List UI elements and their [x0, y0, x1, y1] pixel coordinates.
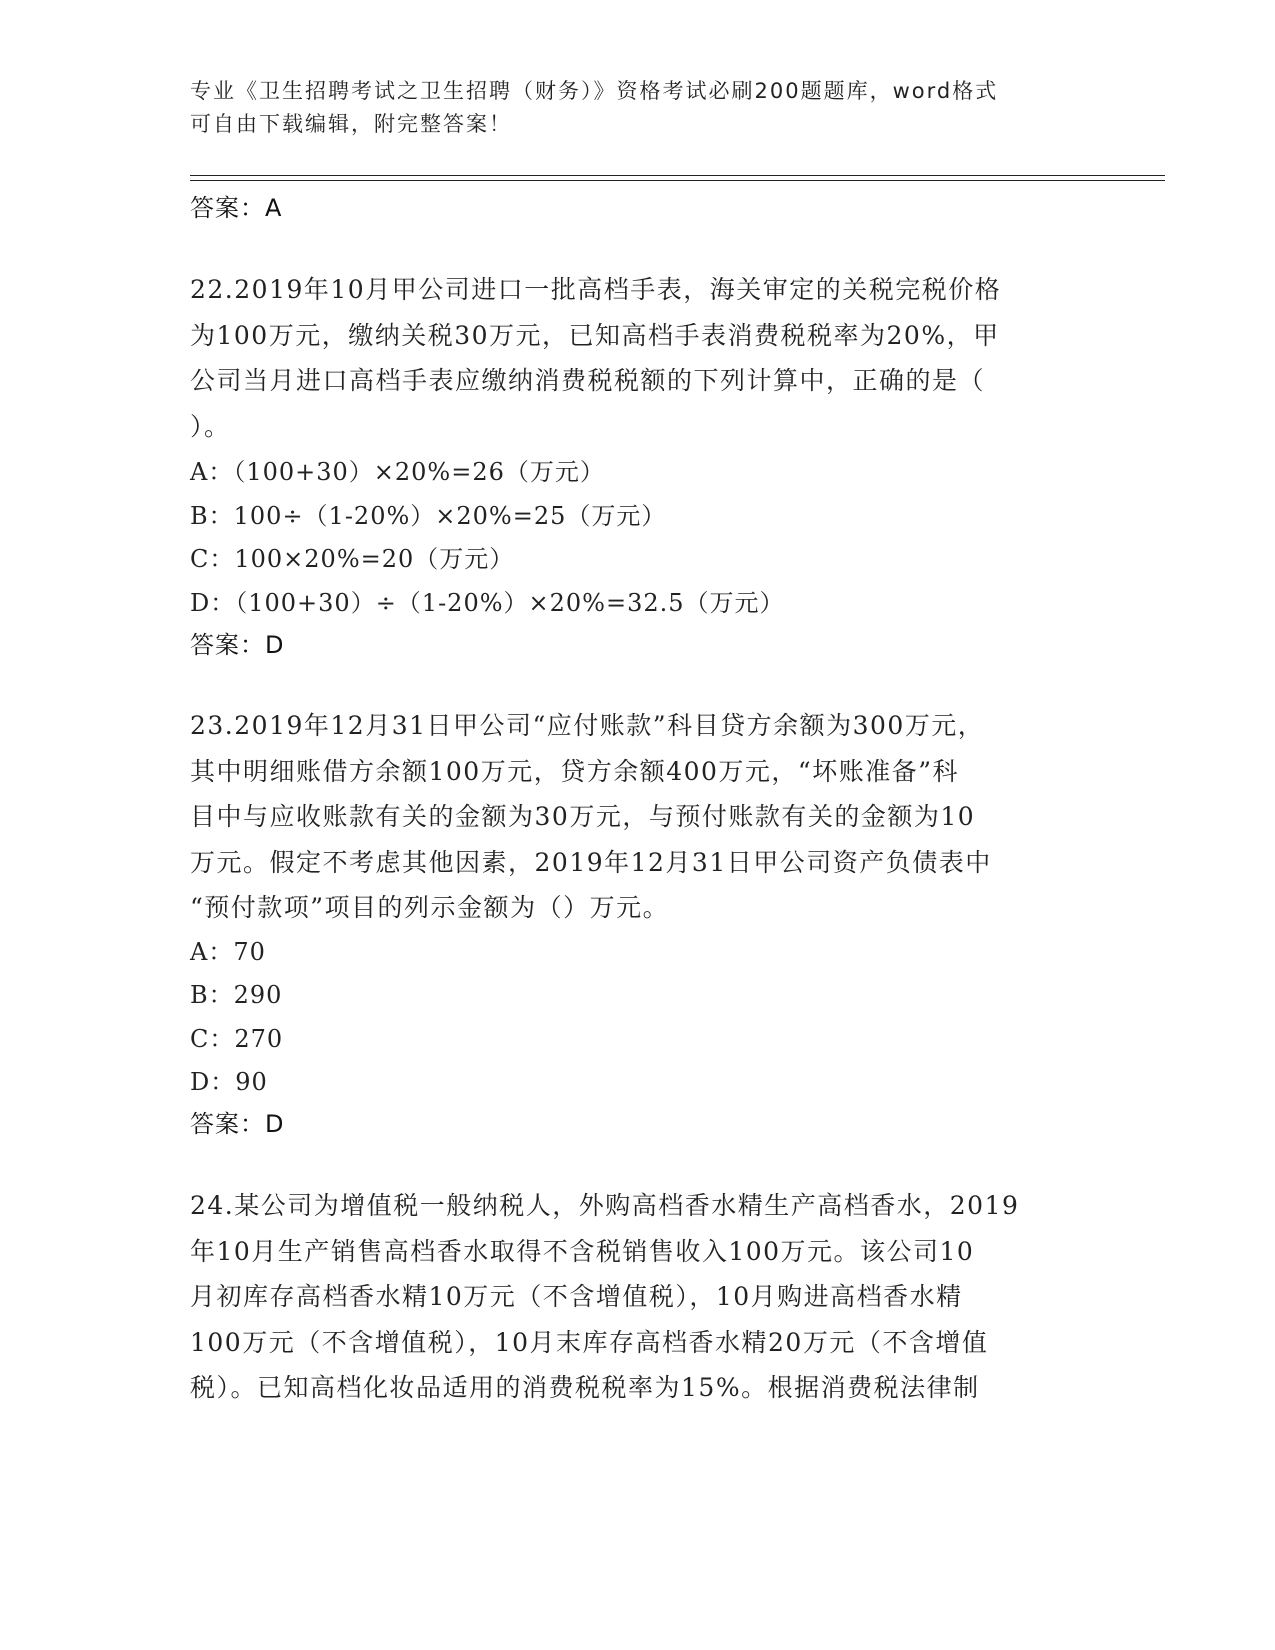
question-22-option-c: C：100×20%=20（万元） [190, 545, 515, 573]
question-24-line: 24.某公司为增值税一般纳税人，外购高档香水精生产高档香水，2019 [190, 1191, 1020, 1220]
prev-answer: 答案：A [190, 194, 283, 222]
question-22-option-d: D：（100+30）÷（1-20%）×20%=32.5（万元） [190, 589, 785, 617]
question-22-option-a: A：（100+30）×20%=26（万元） [190, 458, 605, 486]
question-23-answer: 答案：D [190, 1110, 285, 1138]
question-23-stem [190, 703, 1080, 931]
question-23-option-b: B：290 [190, 981, 283, 1009]
question-23-line: 万元。假定不考虑其他因素，2019年12月31日甲公司资产负债表中 [190, 847, 992, 877]
question-24-line: 年10月生产销售高档香水取得不含税销售收入100万元。该公司10 [190, 1236, 975, 1266]
question-22-line: ）。 [190, 411, 231, 441]
question-24-stem [190, 1183, 1080, 1411]
question-24-line: 月初库存高档香水精10万元（不含增值税），10月购进高档香水精 [190, 1282, 963, 1312]
question-22-answer: 答案：D [190, 631, 285, 659]
question-23-line: 其中明细账借方余额100万元，贷方余额400万元，“坏账准备”科 [190, 756, 959, 786]
question-23-line: 目中与应收账款有关的金额为30万元，与预付账款有关的金额为10 [190, 802, 976, 832]
question-23-option-a: A：70 [190, 938, 266, 966]
question-22-line: 22.2019年10月甲公司进口一批高档手表，海关审定的关税完税价格 [190, 275, 1002, 304]
question-23-option-d: D：90 [190, 1068, 268, 1096]
question-24-line: 税）。已知高档化妆品适用的消费税税率为15%。根据消费税法律制 [190, 1373, 980, 1403]
question-23-line: “预付款项”项目的列示金额为（）万元。 [190, 893, 670, 923]
header-line-1: 专业《卫生招聘考试之卫生招聘（财务）》资格考试必刷200题题库，word格式 [190, 79, 999, 103]
question-22-line: 为100万元，缴纳关税30万元，已知高档手表消费税税率为20%，甲 [190, 320, 1000, 350]
header-line-2: 可自由下载编辑，附完整答案！ [190, 112, 512, 136]
question-22-stem [190, 267, 1080, 449]
question-22-line: 公司当月进口高档手表应缴纳消费税税额的下列计算中，正确的是（ [190, 366, 986, 396]
question-23-line: 23.2019年12月31日甲公司“应付账款”科目贷方余额为300万元， [190, 711, 985, 740]
header-rule-bottom [190, 180, 1165, 181]
question-22-option-b: B：100÷（1-20%）×20%=25（万元） [190, 502, 667, 530]
header-rule-top [190, 175, 1165, 176]
question-24-line: 100万元（不含增值税），10月末库存高档香水精20万元（不含增值 [190, 1327, 989, 1357]
question-23-option-c: C：270 [190, 1025, 284, 1053]
